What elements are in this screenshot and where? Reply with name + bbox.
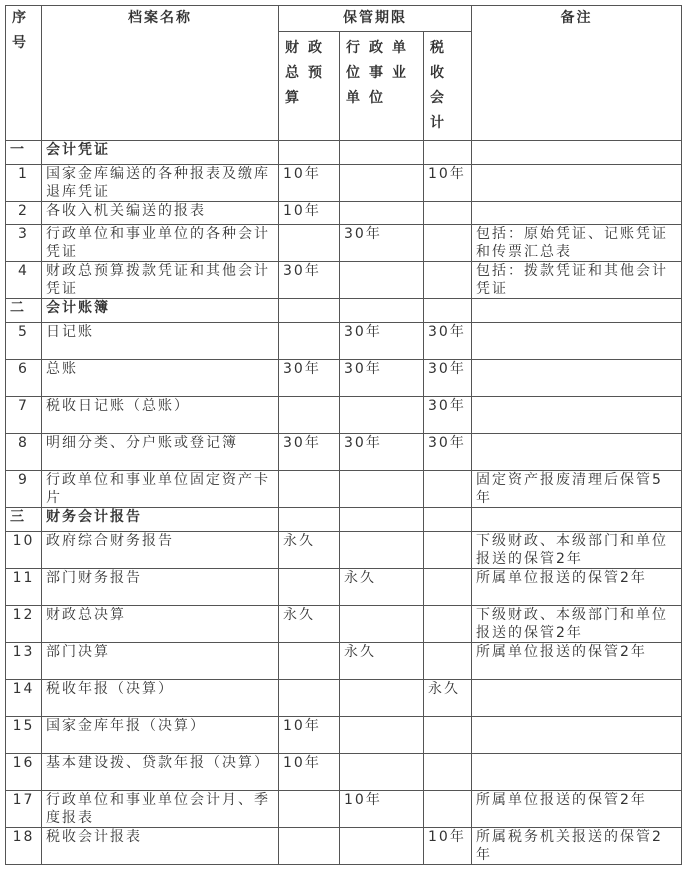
tax-period-cell	[424, 569, 472, 606]
admin-period-cell: 永久	[340, 569, 424, 606]
table-row	[6, 323, 682, 360]
admin-period-cell	[340, 262, 424, 299]
admin-period-cell	[340, 471, 424, 508]
table-row	[6, 360, 682, 397]
finance-period-cell: 10年	[279, 202, 340, 225]
admin-period-cell: 永久	[340, 643, 424, 680]
admin-period-cell	[340, 828, 424, 865]
table-row	[6, 606, 682, 643]
seq-cell: 12	[6, 606, 42, 643]
seq-cell: 18	[6, 828, 42, 865]
name-cell: 财政总决算	[42, 606, 279, 643]
tax-period-cell	[424, 532, 472, 569]
remark-cell: 所属单位报送的保管2年	[472, 569, 682, 606]
tax-period-cell: 10年	[424, 828, 472, 865]
finance-period-cell: 10年	[279, 165, 340, 202]
table-row	[6, 262, 682, 299]
finance-period-cell: 30年	[279, 360, 340, 397]
table-row	[6, 791, 682, 828]
tax-period-cell	[424, 791, 472, 828]
retention-table	[5, 5, 682, 865]
table-row	[6, 397, 682, 434]
finance-period-cell	[279, 397, 340, 434]
finance-period-cell: 10年	[279, 717, 340, 754]
seq-cell: 2	[6, 202, 42, 225]
table-row	[6, 202, 682, 225]
finance-period-cell	[279, 508, 340, 532]
tax-period-cell	[424, 299, 472, 323]
name-cell: 行政单位和事业单位会计月、季度报表	[42, 791, 279, 828]
tax-period-cell	[424, 202, 472, 225]
seq-cell: 15	[6, 717, 42, 754]
name-cell: 部门财务报告	[42, 569, 279, 606]
admin-period-cell: 30年	[340, 434, 424, 471]
admin-period-cell: 30年	[340, 225, 424, 262]
seq-cell: 8	[6, 434, 42, 471]
tax-period-cell: 30年	[424, 434, 472, 471]
remark-cell	[472, 323, 682, 360]
table-row	[6, 754, 682, 791]
admin-period-cell	[340, 508, 424, 532]
header-row-top	[6, 6, 682, 32]
admin-period-cell	[340, 754, 424, 791]
tax-period-cell	[424, 717, 472, 754]
tax-period-cell	[424, 225, 472, 262]
admin-period-cell	[340, 299, 424, 323]
seq-cell: 17	[6, 791, 42, 828]
seq-cell: 7	[6, 397, 42, 434]
seq-cell: 14	[6, 680, 42, 717]
header-seq: 序号	[6, 6, 42, 141]
admin-period-cell	[340, 717, 424, 754]
remark-cell	[472, 360, 682, 397]
finance-period-cell	[279, 828, 340, 865]
remark-cell	[472, 202, 682, 225]
remark-cell: 所属单位报送的保管2年	[472, 643, 682, 680]
seq-cell: 11	[6, 569, 42, 606]
seq-cell: 13	[6, 643, 42, 680]
seq-cell: 5	[6, 323, 42, 360]
tax-period-cell	[424, 643, 472, 680]
finance-period-cell: 10年	[279, 754, 340, 791]
tax-period-cell	[424, 141, 472, 165]
table-row	[6, 717, 682, 754]
name-cell: 财务会计报告	[42, 508, 279, 532]
table-row	[6, 643, 682, 680]
header-remark: 备注	[472, 6, 682, 141]
header-name: 档案名称	[42, 6, 279, 141]
finance-period-cell	[279, 791, 340, 828]
admin-period-cell	[340, 606, 424, 643]
tax-period-cell: 30年	[424, 323, 472, 360]
name-cell: 日记账	[42, 323, 279, 360]
name-cell: 总账	[42, 360, 279, 397]
table-body	[6, 141, 682, 865]
remark-cell	[472, 717, 682, 754]
tax-period-cell: 30年	[424, 397, 472, 434]
finance-period-cell	[279, 680, 340, 717]
name-cell: 国家金库年报（决算）	[42, 717, 279, 754]
name-cell: 税收会计报表	[42, 828, 279, 865]
seq-cell: 10	[6, 532, 42, 569]
name-cell: 会计账簿	[42, 299, 279, 323]
admin-period-cell	[340, 202, 424, 225]
name-cell: 部门决算	[42, 643, 279, 680]
tax-period-cell	[424, 606, 472, 643]
finance-period-cell	[279, 141, 340, 165]
name-cell: 政府综合财务报告	[42, 532, 279, 569]
remark-cell	[472, 680, 682, 717]
seq-cell: 一	[6, 141, 42, 165]
section-row	[6, 299, 682, 323]
tax-period-cell	[424, 508, 472, 532]
admin-period-cell	[340, 397, 424, 434]
table-row	[6, 434, 682, 471]
table-row	[6, 471, 682, 508]
seq-cell: 三	[6, 508, 42, 532]
admin-period-cell	[340, 141, 424, 165]
remark-cell	[472, 299, 682, 323]
tax-period-cell: 30年	[424, 360, 472, 397]
table-row	[6, 828, 682, 865]
remark-cell: 下级财政、本级部门和单位报送的保管2年	[472, 606, 682, 643]
tax-period-cell	[424, 754, 472, 791]
finance-period-cell	[279, 471, 340, 508]
seq-cell: 二	[6, 299, 42, 323]
remark-cell: 固定资产报废清理后保管5年	[472, 471, 682, 508]
seq-cell: 9	[6, 471, 42, 508]
finance-period-cell	[279, 643, 340, 680]
table-row	[6, 532, 682, 569]
name-cell: 明细分类、分户账或登记簿	[42, 434, 279, 471]
name-cell: 会计凭证	[42, 141, 279, 165]
remark-cell: 所属税务机关报送的保管2年	[472, 828, 682, 865]
tax-period-cell	[424, 262, 472, 299]
remark-cell	[472, 508, 682, 532]
finance-period-cell: 永久	[279, 606, 340, 643]
name-cell: 税收年报（决算）	[42, 680, 279, 717]
name-cell: 财政总预算拨款凭证和其他会计凭证	[42, 262, 279, 299]
remark-cell	[472, 754, 682, 791]
table-row	[6, 680, 682, 717]
remark-cell	[472, 141, 682, 165]
name-cell: 税收日记账（总账）	[42, 397, 279, 434]
remark-cell: 下级财政、本级部门和单位报送的保管2年	[472, 532, 682, 569]
finance-period-cell	[279, 225, 340, 262]
header-col-admin: 行政单位事业单位	[340, 32, 424, 141]
admin-period-cell: 30年	[340, 360, 424, 397]
header-col-tax: 税收会计	[424, 32, 472, 141]
seq-cell: 16	[6, 754, 42, 791]
seq-cell: 3	[6, 225, 42, 262]
name-cell: 行政单位和事业单位的各种会计凭证	[42, 225, 279, 262]
remark-cell	[472, 165, 682, 202]
table-row	[6, 165, 682, 202]
tax-period-cell	[424, 471, 472, 508]
admin-period-cell: 30年	[340, 323, 424, 360]
section-row	[6, 141, 682, 165]
finance-period-cell	[279, 299, 340, 323]
finance-period-cell: 永久	[279, 532, 340, 569]
admin-period-cell	[340, 165, 424, 202]
finance-period-cell: 30年	[279, 434, 340, 471]
finance-period-cell: 30年	[279, 262, 340, 299]
admin-period-cell	[340, 532, 424, 569]
header-col-finance: 财政总预算	[279, 32, 340, 141]
seq-cell: 1	[6, 165, 42, 202]
section-row	[6, 508, 682, 532]
remark-cell: 包括：拨款凭证和其他会计凭证	[472, 262, 682, 299]
seq-cell: 6	[6, 360, 42, 397]
table-row	[6, 569, 682, 606]
finance-period-cell	[279, 569, 340, 606]
remark-cell	[472, 434, 682, 471]
remark-cell	[472, 397, 682, 434]
remark-cell: 包括：原始凭证、记账凭证和传票汇总表	[472, 225, 682, 262]
header-period: 保管期限	[279, 6, 472, 32]
table-row	[6, 225, 682, 262]
admin-period-cell: 10年	[340, 791, 424, 828]
seq-cell: 4	[6, 262, 42, 299]
admin-period-cell	[340, 680, 424, 717]
name-cell: 基本建设拨、贷款年报（决算）	[42, 754, 279, 791]
finance-period-cell	[279, 323, 340, 360]
tax-period-cell: 10年	[424, 165, 472, 202]
name-cell: 国家金库编送的各种报表及缴库退库凭证	[42, 165, 279, 202]
name-cell: 行政单位和事业单位固定资产卡片	[42, 471, 279, 508]
tax-period-cell: 永久	[424, 680, 472, 717]
remark-cell: 所属单位报送的保管2年	[472, 791, 682, 828]
name-cell: 各收入机关编送的报表	[42, 202, 279, 225]
